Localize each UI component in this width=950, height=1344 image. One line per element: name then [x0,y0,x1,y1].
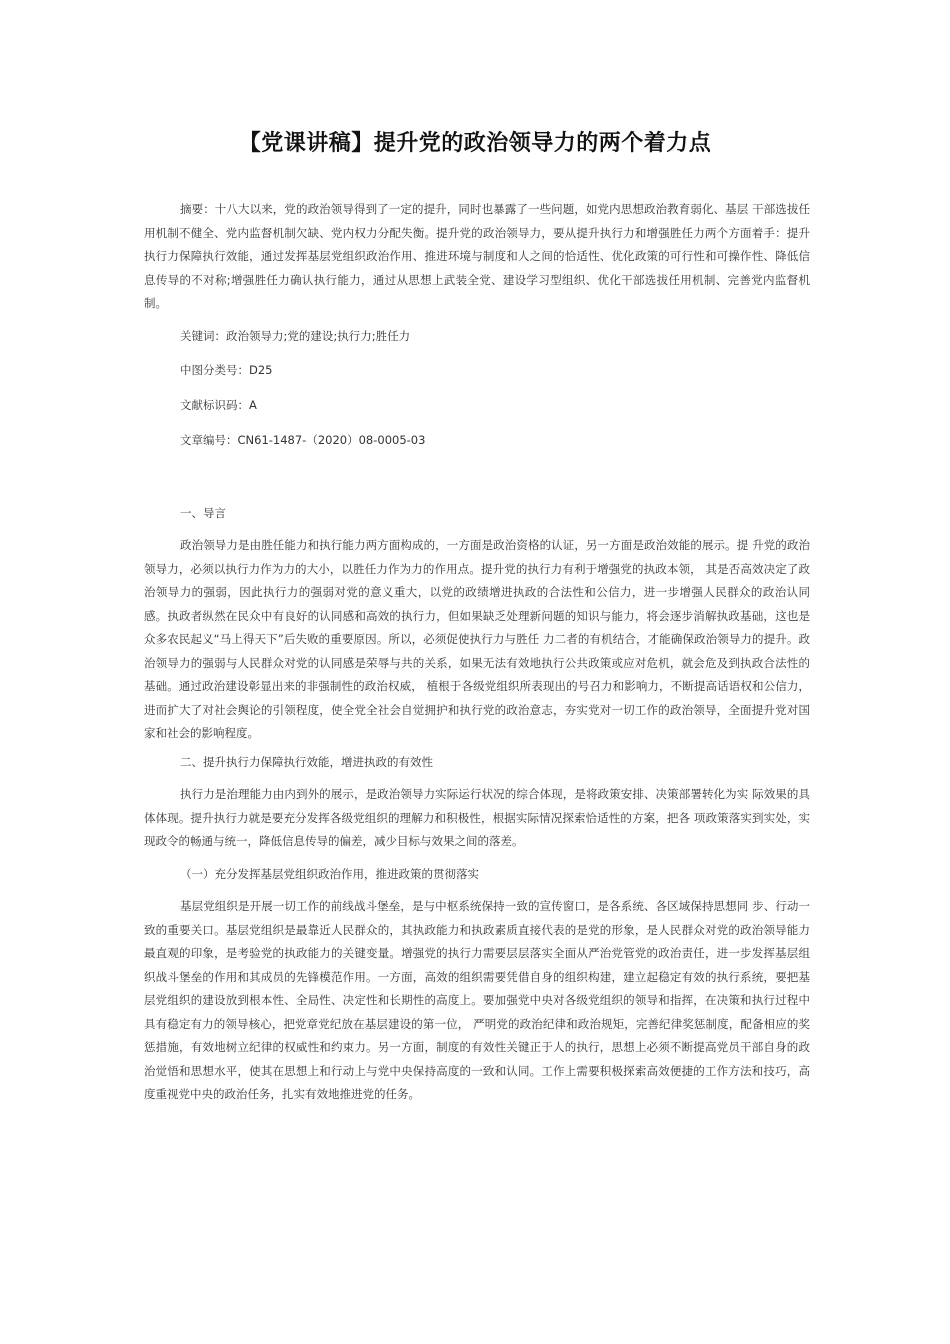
section2-paragraph: 执行力是治理能力由内到外的展示，是政治领导力实际运行状况的综合体现，是将政策安排、决策部署转化为实 际效果的具体体现。提升执行力就是要充分发挥各级党组织的理解力和积极性，根据实际情况探索恰适性的方案，把各 项政策落实到实处，实现政令的畅通与统一，降低信息传导的偏差，减少目标与效果之间的落差。 [144,787,810,848]
keywords-line: 关键词：政治领导力;党的建设;执行力;胜任力 [180,329,411,343]
section1-heading: 一、导言 [180,506,226,520]
page-title: 【党课讲稿】提升党的政治领导力的两个着力点 [238,131,712,156]
clc-line: 中图分类号：D25 [180,363,273,377]
abstract-paragraph: 摘要：十八大以来，党的政治领导得到了一定的提升，同时也暴露了一些问题，如党内思想政治教育弱化、基层 干部选拔任用机制不健全、党内监督机制欠缺、党内权力分配失衡。提升党的政治领导力，要从提升执行力和增强胜任力两个方面着手：提升执行力保障执行效能，通过发挥基层党组织政治作用、推进环境与制度和人之间的恰适性、优化政策的可行性和可操作性、降低信息传导的不对称;增强胜任力确认执行能力，通过从思想上武装全党、建设学习型组织、优化干部选拔任用机制、完善党内监督机制。 [144,202,810,310]
subsection1-heading: （一）充分发挥基层党组织政治作用，推进政策的贯彻落实 [180,867,479,881]
subsection1-paragraph: 基层党组织是开展一切工作的前线战斗堡垒，是与中枢系统保持一致的宣传窗口，是各系统、各区域保持思想同 步、行动一致的重要关口。基层党组织是最靠近人民群众的，其执政能力和执政素质直接代表的是党的形象，是人民群众对党的政治领导能力最直观的印象，是考验党的执政能力的关键变量。增强党的执行力需要层层落实全面从严治党管党的政治责任，进一步发挥基层组织战斗堡垒的作用和其成员的先锋模范作用。一方面，高效的组织需要凭借自身的组织构建，建立起稳定有效的执行系统，要把基层党组织的建设放到根本性、全局性、决定性和长期性的高度上。要加强党中央对各级党组织的领导和指挥，在决策和执行过程中具有稳定有力的领导核心，把党章党纪放在基层建设的第一位， 严明党的政治纪律和政治规矩，完善纪律奖惩制度，配备相应的奖惩措施，有效地树立纪律的权威性和约束力。另一方面，制度的有效性关键正于人的执行，思想上必须不断提高党员干部自身的政治觉悟和思想水平，使其在思想上和行动上与党中央保持高度的一致和认同。工作上需要积极探索高效便捷的工作方法和技巧，高度重视党中央的政治任务，扎实有效地推进党的任务。 [144,899,810,1101]
article-number-line: 文章编号：CN61-1487-（2020）08-0005-03 [180,433,426,447]
section1-paragraph: 政治领导力是由胜任能力和执行能力两方面构成的，一方面是政治资格的认证，另一方面是政治效能的展示。提 升党的政治领导力，必须以执行力作为力的大小，以胜任力作为力的作用点。提升党的执行力有利于增强党的执政本领， 其是否高效决定了政治领导力的强弱，因此执行力的强弱对党的意义重大，以党的政绩增进执政的合法性和公信力，进一步增强人民群众的政治认同感。执政者纵然在民众中有良好的认同感和高效的执行力，但如果缺乏处理新问题的知识与能力，将会逐步消解执政基础，这也是众多农民起义“马上得天下”后失败的重要原因。所以，必须促使执行力与胜任 力二者的有机结合，才能确保政治领导力的提升。政治领导力的强弱与人民群众对党的认同感是荣辱与共的关系，如果无法有效地执行公共政策或应对危机，就会危及到执政合法性的基础。通过政治建设彰显出来的非强制性的政治权威， 植根于各级党组织所表现出的号召力和影响力，不断提高话语权和公信力，进而扩大了对社会舆论的引领程度，使全党全社会自觉拥护和执行党的政治意志，夯实党对一切工作的政治领导，全面提升党对国家和社会的影响程度。 [144,538,810,740]
section2-heading: 二、提升执行力保障执行效能，增进执政的有效性 [180,755,433,769]
document-code-line: 文献标识码：A [180,398,257,412]
